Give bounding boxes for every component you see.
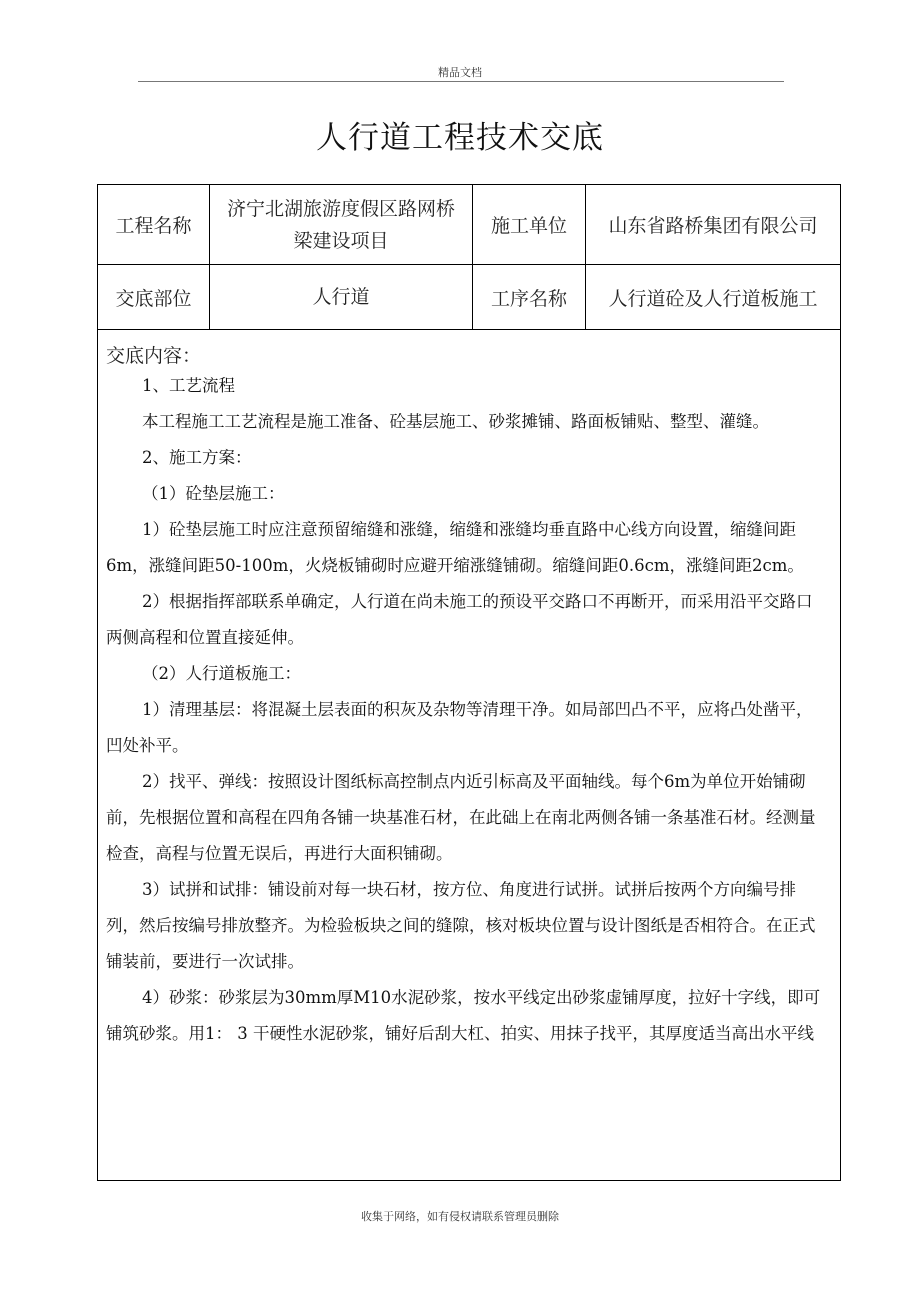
paragraph: 3）试拼和试排：铺设前对每一块石材，按方位、角度进行试拼。试拼后按两个方向编号排列，然后按编号排放整齐。为检验板块之间的缝隙，核对板块位置与设计图纸是否相符合。在正式铺装前，要进行一次试排。	[106, 880, 816, 971]
location-value: 人行道	[209, 265, 472, 329]
paragraph: 2）根据指挥部联系单确定，人行道在尚未施工的预设平交路口不再断开，而采用沿平交路口两侧高程和位置直接延伸。	[106, 592, 813, 647]
location-label: 交底部位	[115, 287, 192, 310]
page-footer-text: 收集于网络，如有侵权请联系管理员删除	[361, 1210, 559, 1223]
section-heading: 2、施工方案：	[142, 448, 252, 467]
project-name-value: 济宁北湖旅游度假区路网桥梁建设项目	[209, 185, 472, 264]
page-header-text: 精品文档	[438, 66, 482, 79]
project-name-label: 工程名称	[115, 215, 192, 237]
contractor-label: 施工单位	[472, 185, 585, 264]
paragraph: 1）砼垫层施工时应注意预留缩缝和涨缝，缩缝和涨缝均垂直路中心线方向设置，缩缝间距6m，涨缝间距50-100m，火烧板铺砌时应避开缩涨缝铺砌。缩缝间距0.6cm，涨缝间距2cm。	[106, 520, 804, 575]
process-value: 人行道砼及人行道板施工	[585, 265, 840, 329]
header-divider	[138, 81, 784, 82]
subsection-heading: （1）砼垫层施工：	[142, 484, 285, 503]
section-heading: 1、工艺流程	[142, 376, 235, 395]
subsection-heading: （2）人行道板施工：	[142, 664, 301, 683]
paragraph: 2）找平、弹线：按照设计图纸标高控制点内近引标高及平面轴线。每个6m为单位开始铺砌前，先根据位置和高程在四角各铺一块基准石材，在此础上在南北两侧各铺一条基准石材。经测量检查，高程与位置无误后，再进行大面积铺砌。	[106, 772, 816, 863]
paragraph: 本工程施工工艺流程是施工准备、砼基层施工、砂浆摊铺、路面板铺贴、整型、灌缝。	[142, 412, 769, 431]
paragraph: 1）清理基层：将混凝土层表面的积灰及杂物等清理干净。如局部凹凸不平，应将凸处凿平，凹处补平。	[106, 700, 813, 755]
disclosure-content	[98, 330, 840, 1180]
disclosure-table	[97, 184, 841, 1181]
paragraph: 4）砂浆：砂浆层为30mm厚M10水泥砂浆，按水平线定出砂浆虚铺厚度，拉好十字线，即可铺筑砂浆。用1： 3 干硬性水泥砂浆，铺好后刮大杠、拍实、用抹子找平，其厚度适当高出水平线	[106, 988, 821, 1043]
process-label: 工序名称	[472, 265, 585, 329]
table-row-location	[98, 265, 840, 330]
content-label: 交底内容：	[106, 345, 202, 367]
contractor-value: 山东省路桥集团有限公司	[585, 185, 840, 264]
document-title: 人行道工程技术交底	[316, 120, 604, 156]
table-row-project	[98, 185, 840, 265]
